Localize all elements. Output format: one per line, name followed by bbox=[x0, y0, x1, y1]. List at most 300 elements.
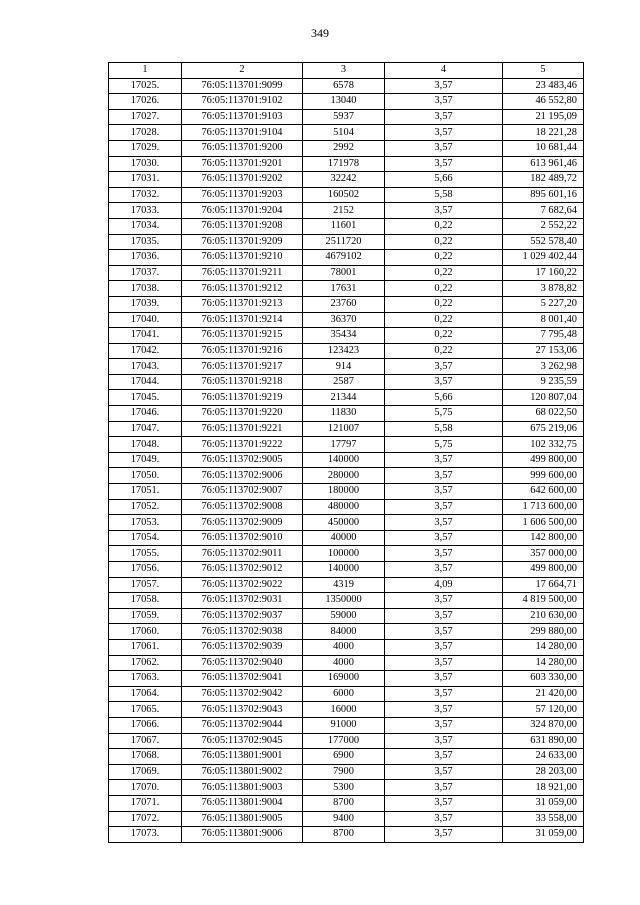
cadastral-number-cell: 76:05:113702:9007 bbox=[182, 484, 303, 500]
table-row bbox=[109, 187, 584, 203]
rate-cell: 3,57 bbox=[385, 374, 503, 390]
cadastral-number-cell: 76:05:113701:9215 bbox=[182, 328, 303, 344]
area-cell: 84000 bbox=[303, 624, 385, 640]
rate-cell: 0,22 bbox=[385, 265, 503, 281]
row-number-cell: 17047. bbox=[109, 421, 182, 437]
row-number-cell: 17032. bbox=[109, 187, 182, 203]
rate-cell: 3,57 bbox=[385, 795, 503, 811]
cadastral-number-cell: 76:05:113701:9212 bbox=[182, 281, 303, 297]
amount-cell: 999 600,00 bbox=[503, 468, 584, 484]
rate-cell: 3,57 bbox=[385, 780, 503, 796]
cadastral-number-cell: 76:05:113702:9006 bbox=[182, 468, 303, 484]
table-row bbox=[109, 733, 584, 749]
table-row bbox=[109, 234, 584, 250]
amount-cell: 1 606 500,00 bbox=[503, 515, 584, 531]
table-row bbox=[109, 312, 584, 328]
rate-cell: 3,57 bbox=[385, 702, 503, 718]
table-row bbox=[109, 562, 584, 578]
row-number-cell: 17029. bbox=[109, 140, 182, 156]
amount-cell: 210 630,00 bbox=[503, 608, 584, 624]
row-number-cell: 17025. bbox=[109, 78, 182, 94]
row-number-cell: 17061. bbox=[109, 639, 182, 655]
amount-cell: 9 235,59 bbox=[503, 374, 584, 390]
area-cell: 450000 bbox=[303, 515, 385, 531]
cadastral-number-cell: 76:05:113701:9099 bbox=[182, 78, 303, 94]
row-number-cell: 17038. bbox=[109, 281, 182, 297]
amount-cell: 1 029 402,44 bbox=[503, 250, 584, 266]
row-number-cell: 17034. bbox=[109, 218, 182, 234]
cadastral-number-cell: 76:05:113702:9005 bbox=[182, 452, 303, 468]
row-number-cell: 17050. bbox=[109, 468, 182, 484]
amount-cell: 21 420,00 bbox=[503, 686, 584, 702]
rate-cell: 5,66 bbox=[385, 172, 503, 188]
row-number-cell: 17049. bbox=[109, 452, 182, 468]
table-row bbox=[109, 374, 584, 390]
cadastral-number-cell: 76:05:113701:9201 bbox=[182, 156, 303, 172]
row-number-cell: 17058. bbox=[109, 593, 182, 609]
table-row bbox=[109, 639, 584, 655]
table-body bbox=[109, 78, 584, 842]
rate-cell: 5,58 bbox=[385, 187, 503, 203]
cadastral-number-cell: 76:05:113702:9031 bbox=[182, 593, 303, 609]
cadastral-number-cell: 76:05:113701:9209 bbox=[182, 234, 303, 250]
area-cell: 171978 bbox=[303, 156, 385, 172]
amount-cell: 499 800,00 bbox=[503, 452, 584, 468]
area-cell: 59000 bbox=[303, 608, 385, 624]
cadastral-number-cell: 76:05:113701:9213 bbox=[182, 296, 303, 312]
table-row bbox=[109, 671, 584, 687]
row-number-cell: 17048. bbox=[109, 437, 182, 453]
area-cell: 8700 bbox=[303, 795, 385, 811]
cadastral-number-cell: 76:05:113801:9005 bbox=[182, 811, 303, 827]
row-number-cell: 17067. bbox=[109, 733, 182, 749]
rate-cell: 3,57 bbox=[385, 94, 503, 110]
cadastral-number-cell: 76:05:113702:9045 bbox=[182, 733, 303, 749]
amount-cell: 17 664,71 bbox=[503, 577, 584, 593]
cadastral-number-cell: 76:05:113702:9038 bbox=[182, 624, 303, 640]
cadastral-number-cell: 76:05:113702:9011 bbox=[182, 546, 303, 562]
cadastral-table bbox=[108, 62, 584, 843]
area-cell: 140000 bbox=[303, 452, 385, 468]
amount-cell: 23 483,46 bbox=[503, 78, 584, 94]
table-row bbox=[109, 546, 584, 562]
area-cell: 5104 bbox=[303, 125, 385, 141]
row-number-cell: 17062. bbox=[109, 655, 182, 671]
table-row bbox=[109, 94, 584, 110]
table-header bbox=[109, 63, 584, 79]
rate-cell: 0,22 bbox=[385, 281, 503, 297]
table-row bbox=[109, 281, 584, 297]
row-number-cell: 17046. bbox=[109, 406, 182, 422]
row-number-cell: 17045. bbox=[109, 390, 182, 406]
amount-cell: 14 280,00 bbox=[503, 639, 584, 655]
rate-cell: 3,57 bbox=[385, 655, 503, 671]
rate-cell: 5,66 bbox=[385, 390, 503, 406]
row-number-cell: 17052. bbox=[109, 499, 182, 515]
cadastral-number-cell: 76:05:113701:9203 bbox=[182, 187, 303, 203]
cadastral-number-cell: 76:05:113702:9040 bbox=[182, 655, 303, 671]
amount-cell: 603 330,00 bbox=[503, 671, 584, 687]
amount-cell: 33 558,00 bbox=[503, 811, 584, 827]
rate-cell: 3,57 bbox=[385, 733, 503, 749]
row-number-cell: 17070. bbox=[109, 780, 182, 796]
area-cell: 177000 bbox=[303, 733, 385, 749]
rate-cell: 3,57 bbox=[385, 203, 503, 219]
rate-cell: 3,57 bbox=[385, 499, 503, 515]
table-row bbox=[109, 359, 584, 375]
column-header-2: 2 bbox=[182, 63, 303, 79]
table-row bbox=[109, 515, 584, 531]
row-number-cell: 17057. bbox=[109, 577, 182, 593]
row-number-cell: 17027. bbox=[109, 109, 182, 125]
amount-cell: 324 870,00 bbox=[503, 717, 584, 733]
table-row bbox=[109, 795, 584, 811]
row-number-cell: 17065. bbox=[109, 702, 182, 718]
rate-cell: 3,57 bbox=[385, 671, 503, 687]
cadastral-number-cell: 76:05:113801:9006 bbox=[182, 827, 303, 843]
amount-cell: 57 120,00 bbox=[503, 702, 584, 718]
amount-cell: 31 059,00 bbox=[503, 827, 584, 843]
amount-cell: 68 022,50 bbox=[503, 406, 584, 422]
cadastral-number-cell: 76:05:113702:9009 bbox=[182, 515, 303, 531]
rate-cell: 5,58 bbox=[385, 421, 503, 437]
row-number-cell: 17059. bbox=[109, 608, 182, 624]
area-cell: 11830 bbox=[303, 406, 385, 422]
amount-cell: 14 280,00 bbox=[503, 655, 584, 671]
table-row bbox=[109, 218, 584, 234]
table-row bbox=[109, 702, 584, 718]
amount-cell: 7 682,64 bbox=[503, 203, 584, 219]
rate-cell: 3,57 bbox=[385, 624, 503, 640]
amount-cell: 357 000,00 bbox=[503, 546, 584, 562]
amount-cell: 18 221,28 bbox=[503, 125, 584, 141]
area-cell: 2152 bbox=[303, 203, 385, 219]
row-number-cell: 17051. bbox=[109, 484, 182, 500]
table-row bbox=[109, 468, 584, 484]
table-row bbox=[109, 140, 584, 156]
row-number-cell: 17031. bbox=[109, 172, 182, 188]
amount-cell: 613 961,46 bbox=[503, 156, 584, 172]
table-row bbox=[109, 296, 584, 312]
cadastral-number-cell: 76:05:113701:9202 bbox=[182, 172, 303, 188]
rate-cell: 0,22 bbox=[385, 296, 503, 312]
row-number-cell: 17037. bbox=[109, 265, 182, 281]
row-number-cell: 17028. bbox=[109, 125, 182, 141]
area-cell: 121007 bbox=[303, 421, 385, 437]
rate-cell: 3,57 bbox=[385, 608, 503, 624]
cadastral-number-cell: 76:05:113701:9216 bbox=[182, 343, 303, 359]
area-cell: 6578 bbox=[303, 78, 385, 94]
amount-cell: 142 800,00 bbox=[503, 530, 584, 546]
cadastral-number-cell: 76:05:113701:9103 bbox=[182, 109, 303, 125]
table-row bbox=[109, 390, 584, 406]
row-number-cell: 17039. bbox=[109, 296, 182, 312]
rate-cell: 3,57 bbox=[385, 468, 503, 484]
cadastral-number-cell: 76:05:113702:9044 bbox=[182, 717, 303, 733]
cadastral-number-cell: 76:05:113701:9210 bbox=[182, 250, 303, 266]
page-number: 349 bbox=[311, 26, 329, 40]
table-row bbox=[109, 343, 584, 359]
rate-cell: 3,57 bbox=[385, 140, 503, 156]
amount-cell: 18 921,00 bbox=[503, 780, 584, 796]
row-number-cell: 17042. bbox=[109, 343, 182, 359]
cadastral-number-cell: 76:05:113702:9043 bbox=[182, 702, 303, 718]
area-cell: 8700 bbox=[303, 827, 385, 843]
rate-cell: 4,09 bbox=[385, 577, 503, 593]
amount-cell: 1 713 600,00 bbox=[503, 499, 584, 515]
cadastral-number-cell: 76:05:113701:9218 bbox=[182, 374, 303, 390]
amount-cell: 24 633,00 bbox=[503, 749, 584, 765]
row-number-cell: 17054. bbox=[109, 530, 182, 546]
table-row bbox=[109, 608, 584, 624]
area-cell: 91000 bbox=[303, 717, 385, 733]
column-header-5: 5 bbox=[503, 63, 584, 79]
area-cell: 1350000 bbox=[303, 593, 385, 609]
amount-cell: 5 227,20 bbox=[503, 296, 584, 312]
area-cell: 4000 bbox=[303, 655, 385, 671]
area-cell: 78001 bbox=[303, 265, 385, 281]
table-row bbox=[109, 265, 584, 281]
cadastral-number-cell: 76:05:113702:9022 bbox=[182, 577, 303, 593]
rate-cell: 3,57 bbox=[385, 109, 503, 125]
table-row bbox=[109, 250, 584, 266]
table-row bbox=[109, 780, 584, 796]
amount-cell: 10 681,44 bbox=[503, 140, 584, 156]
area-cell: 914 bbox=[303, 359, 385, 375]
table-row bbox=[109, 530, 584, 546]
amount-cell: 31 059,00 bbox=[503, 795, 584, 811]
cadastral-number-cell: 76:05:113702:9042 bbox=[182, 686, 303, 702]
table-row bbox=[109, 749, 584, 765]
rate-cell: 3,57 bbox=[385, 717, 503, 733]
table-row bbox=[109, 437, 584, 453]
cadastral-number-cell: 76:05:113702:9039 bbox=[182, 639, 303, 655]
table-row bbox=[109, 655, 584, 671]
area-cell: 13040 bbox=[303, 94, 385, 110]
rate-cell: 3,57 bbox=[385, 686, 503, 702]
rate-cell: 3,57 bbox=[385, 530, 503, 546]
table-row bbox=[109, 827, 584, 843]
cadastral-number-cell: 76:05:113701:9219 bbox=[182, 390, 303, 406]
area-cell: 9400 bbox=[303, 811, 385, 827]
row-number-cell: 17035. bbox=[109, 234, 182, 250]
amount-cell: 675 219,06 bbox=[503, 421, 584, 437]
rate-cell: 3,57 bbox=[385, 749, 503, 765]
table-row bbox=[109, 686, 584, 702]
rate-cell: 3,57 bbox=[385, 546, 503, 562]
column-header-4: 4 bbox=[385, 63, 503, 79]
table-row bbox=[109, 577, 584, 593]
rate-cell: 5,75 bbox=[385, 437, 503, 453]
cadastral-number-cell: 76:05:113701:9104 bbox=[182, 125, 303, 141]
cadastral-number-cell: 76:05:113701:9211 bbox=[182, 265, 303, 281]
area-cell: 35434 bbox=[303, 328, 385, 344]
area-cell: 5300 bbox=[303, 780, 385, 796]
area-cell: 17631 bbox=[303, 281, 385, 297]
table-row bbox=[109, 452, 584, 468]
area-cell: 7900 bbox=[303, 764, 385, 780]
rate-cell: 3,57 bbox=[385, 764, 503, 780]
row-number-cell: 17044. bbox=[109, 374, 182, 390]
rate-cell: 0,22 bbox=[385, 343, 503, 359]
row-number-cell: 17069. bbox=[109, 764, 182, 780]
table-row bbox=[109, 811, 584, 827]
area-cell: 36370 bbox=[303, 312, 385, 328]
amount-cell: 552 578,40 bbox=[503, 234, 584, 250]
rate-cell: 3,57 bbox=[385, 562, 503, 578]
amount-cell: 182 489,72 bbox=[503, 172, 584, 188]
row-number-cell: 17055. bbox=[109, 546, 182, 562]
area-cell: 2511720 bbox=[303, 234, 385, 250]
rate-cell: 0,22 bbox=[385, 234, 503, 250]
rate-cell: 3,57 bbox=[385, 125, 503, 141]
row-number-cell: 17068. bbox=[109, 749, 182, 765]
rate-cell: 0,22 bbox=[385, 218, 503, 234]
row-number-cell: 17030. bbox=[109, 156, 182, 172]
cadastral-number-cell: 76:05:113801:9002 bbox=[182, 764, 303, 780]
table-row bbox=[109, 624, 584, 640]
table-row bbox=[109, 421, 584, 437]
rate-cell: 3,57 bbox=[385, 156, 503, 172]
area-cell: 2992 bbox=[303, 140, 385, 156]
amount-cell: 120 807,04 bbox=[503, 390, 584, 406]
area-cell: 5937 bbox=[303, 109, 385, 125]
cadastral-number-cell: 76:05:113702:9012 bbox=[182, 562, 303, 578]
area-cell: 169000 bbox=[303, 671, 385, 687]
row-number-cell: 17071. bbox=[109, 795, 182, 811]
row-number-cell: 17060. bbox=[109, 624, 182, 640]
amount-cell: 895 601,16 bbox=[503, 187, 584, 203]
area-cell: 140000 bbox=[303, 562, 385, 578]
area-cell: 280000 bbox=[303, 468, 385, 484]
column-header-3: 3 bbox=[303, 63, 385, 79]
row-number-cell: 17053. bbox=[109, 515, 182, 531]
table-row bbox=[109, 328, 584, 344]
cadastral-number-cell: 76:05:113701:9102 bbox=[182, 94, 303, 110]
cadastral-number-cell: 76:05:113701:9214 bbox=[182, 312, 303, 328]
area-cell: 160502 bbox=[303, 187, 385, 203]
area-cell: 17797 bbox=[303, 437, 385, 453]
cadastral-number-cell: 76:05:113702:9041 bbox=[182, 671, 303, 687]
amount-cell: 299 880,00 bbox=[503, 624, 584, 640]
area-cell: 4319 bbox=[303, 577, 385, 593]
area-cell: 6000 bbox=[303, 686, 385, 702]
row-number-cell: 17036. bbox=[109, 250, 182, 266]
rate-cell: 3,57 bbox=[385, 811, 503, 827]
cadastral-number-cell: 76:05:113701:9208 bbox=[182, 218, 303, 234]
area-cell: 21344 bbox=[303, 390, 385, 406]
cadastral-number-cell: 76:05:113801:9003 bbox=[182, 780, 303, 796]
cadastral-number-cell: 76:05:113701:9200 bbox=[182, 140, 303, 156]
amount-cell: 642 600,00 bbox=[503, 484, 584, 500]
cadastral-number-cell: 76:05:113701:9220 bbox=[182, 406, 303, 422]
amount-cell: 2 552,22 bbox=[503, 218, 584, 234]
amount-cell: 27 153,06 bbox=[503, 343, 584, 359]
table-row bbox=[109, 78, 584, 94]
row-number-cell: 17026. bbox=[109, 94, 182, 110]
table-row bbox=[109, 172, 584, 188]
area-cell: 123423 bbox=[303, 343, 385, 359]
row-number-cell: 17072. bbox=[109, 811, 182, 827]
amount-cell: 3 262,98 bbox=[503, 359, 584, 375]
rate-cell: 3,57 bbox=[385, 639, 503, 655]
amount-cell: 4 819 500,00 bbox=[503, 593, 584, 609]
row-number-cell: 17056. bbox=[109, 562, 182, 578]
amount-cell: 46 552,80 bbox=[503, 94, 584, 110]
cadastral-number-cell: 76:05:113701:9204 bbox=[182, 203, 303, 219]
area-cell: 23760 bbox=[303, 296, 385, 312]
area-cell: 4000 bbox=[303, 639, 385, 655]
row-number-cell: 17040. bbox=[109, 312, 182, 328]
table-row bbox=[109, 484, 584, 500]
column-header-1: 1 bbox=[109, 63, 182, 79]
header-row bbox=[109, 63, 584, 79]
table-row bbox=[109, 406, 584, 422]
area-cell: 100000 bbox=[303, 546, 385, 562]
area-cell: 2587 bbox=[303, 374, 385, 390]
row-number-cell: 17041. bbox=[109, 328, 182, 344]
row-number-cell: 17063. bbox=[109, 671, 182, 687]
table-row bbox=[109, 109, 584, 125]
area-cell: 40000 bbox=[303, 530, 385, 546]
row-number-cell: 17073. bbox=[109, 827, 182, 843]
row-number-cell: 17033. bbox=[109, 203, 182, 219]
row-number-cell: 17066. bbox=[109, 717, 182, 733]
cadastral-number-cell: 76:05:113701:9217 bbox=[182, 359, 303, 375]
rate-cell: 3,57 bbox=[385, 593, 503, 609]
table-row bbox=[109, 593, 584, 609]
cadastral-number-cell: 76:05:113801:9004 bbox=[182, 795, 303, 811]
rate-cell: 3,57 bbox=[385, 827, 503, 843]
rate-cell: 3,57 bbox=[385, 452, 503, 468]
cadastral-number-cell: 76:05:113702:9037 bbox=[182, 608, 303, 624]
amount-cell: 102 332,75 bbox=[503, 437, 584, 453]
cadastral-number-cell: 76:05:113701:9221 bbox=[182, 421, 303, 437]
table-row bbox=[109, 717, 584, 733]
cadastral-number-cell: 76:05:113702:9010 bbox=[182, 530, 303, 546]
rate-cell: 3,57 bbox=[385, 484, 503, 500]
cadastral-number-cell: 76:05:113701:9222 bbox=[182, 437, 303, 453]
rate-cell: 3,57 bbox=[385, 515, 503, 531]
area-cell: 6900 bbox=[303, 749, 385, 765]
amount-cell: 3 878,82 bbox=[503, 281, 584, 297]
row-number-cell: 17043. bbox=[109, 359, 182, 375]
amount-cell: 8 001,40 bbox=[503, 312, 584, 328]
rate-cell: 5,75 bbox=[385, 406, 503, 422]
cadastral-number-cell: 76:05:113702:9008 bbox=[182, 499, 303, 515]
amount-cell: 28 203,00 bbox=[503, 764, 584, 780]
amount-cell: 7 795,48 bbox=[503, 328, 584, 344]
table-row bbox=[109, 156, 584, 172]
amount-cell: 499 800,00 bbox=[503, 562, 584, 578]
amount-cell: 21 195,09 bbox=[503, 109, 584, 125]
row-number-cell: 17064. bbox=[109, 686, 182, 702]
rate-cell: 0,22 bbox=[385, 250, 503, 266]
table-row bbox=[109, 203, 584, 219]
area-cell: 11601 bbox=[303, 218, 385, 234]
area-cell: 480000 bbox=[303, 499, 385, 515]
area-cell: 4679102 bbox=[303, 250, 385, 266]
rate-cell: 0,22 bbox=[385, 312, 503, 328]
amount-cell: 17 160,22 bbox=[503, 265, 584, 281]
area-cell: 32242 bbox=[303, 172, 385, 188]
cadastral-number-cell: 76:05:113801:9001 bbox=[182, 749, 303, 765]
area-cell: 16000 bbox=[303, 702, 385, 718]
table-row bbox=[109, 764, 584, 780]
rate-cell: 3,57 bbox=[385, 359, 503, 375]
rate-cell: 3,57 bbox=[385, 78, 503, 94]
amount-cell: 631 890,00 bbox=[503, 733, 584, 749]
